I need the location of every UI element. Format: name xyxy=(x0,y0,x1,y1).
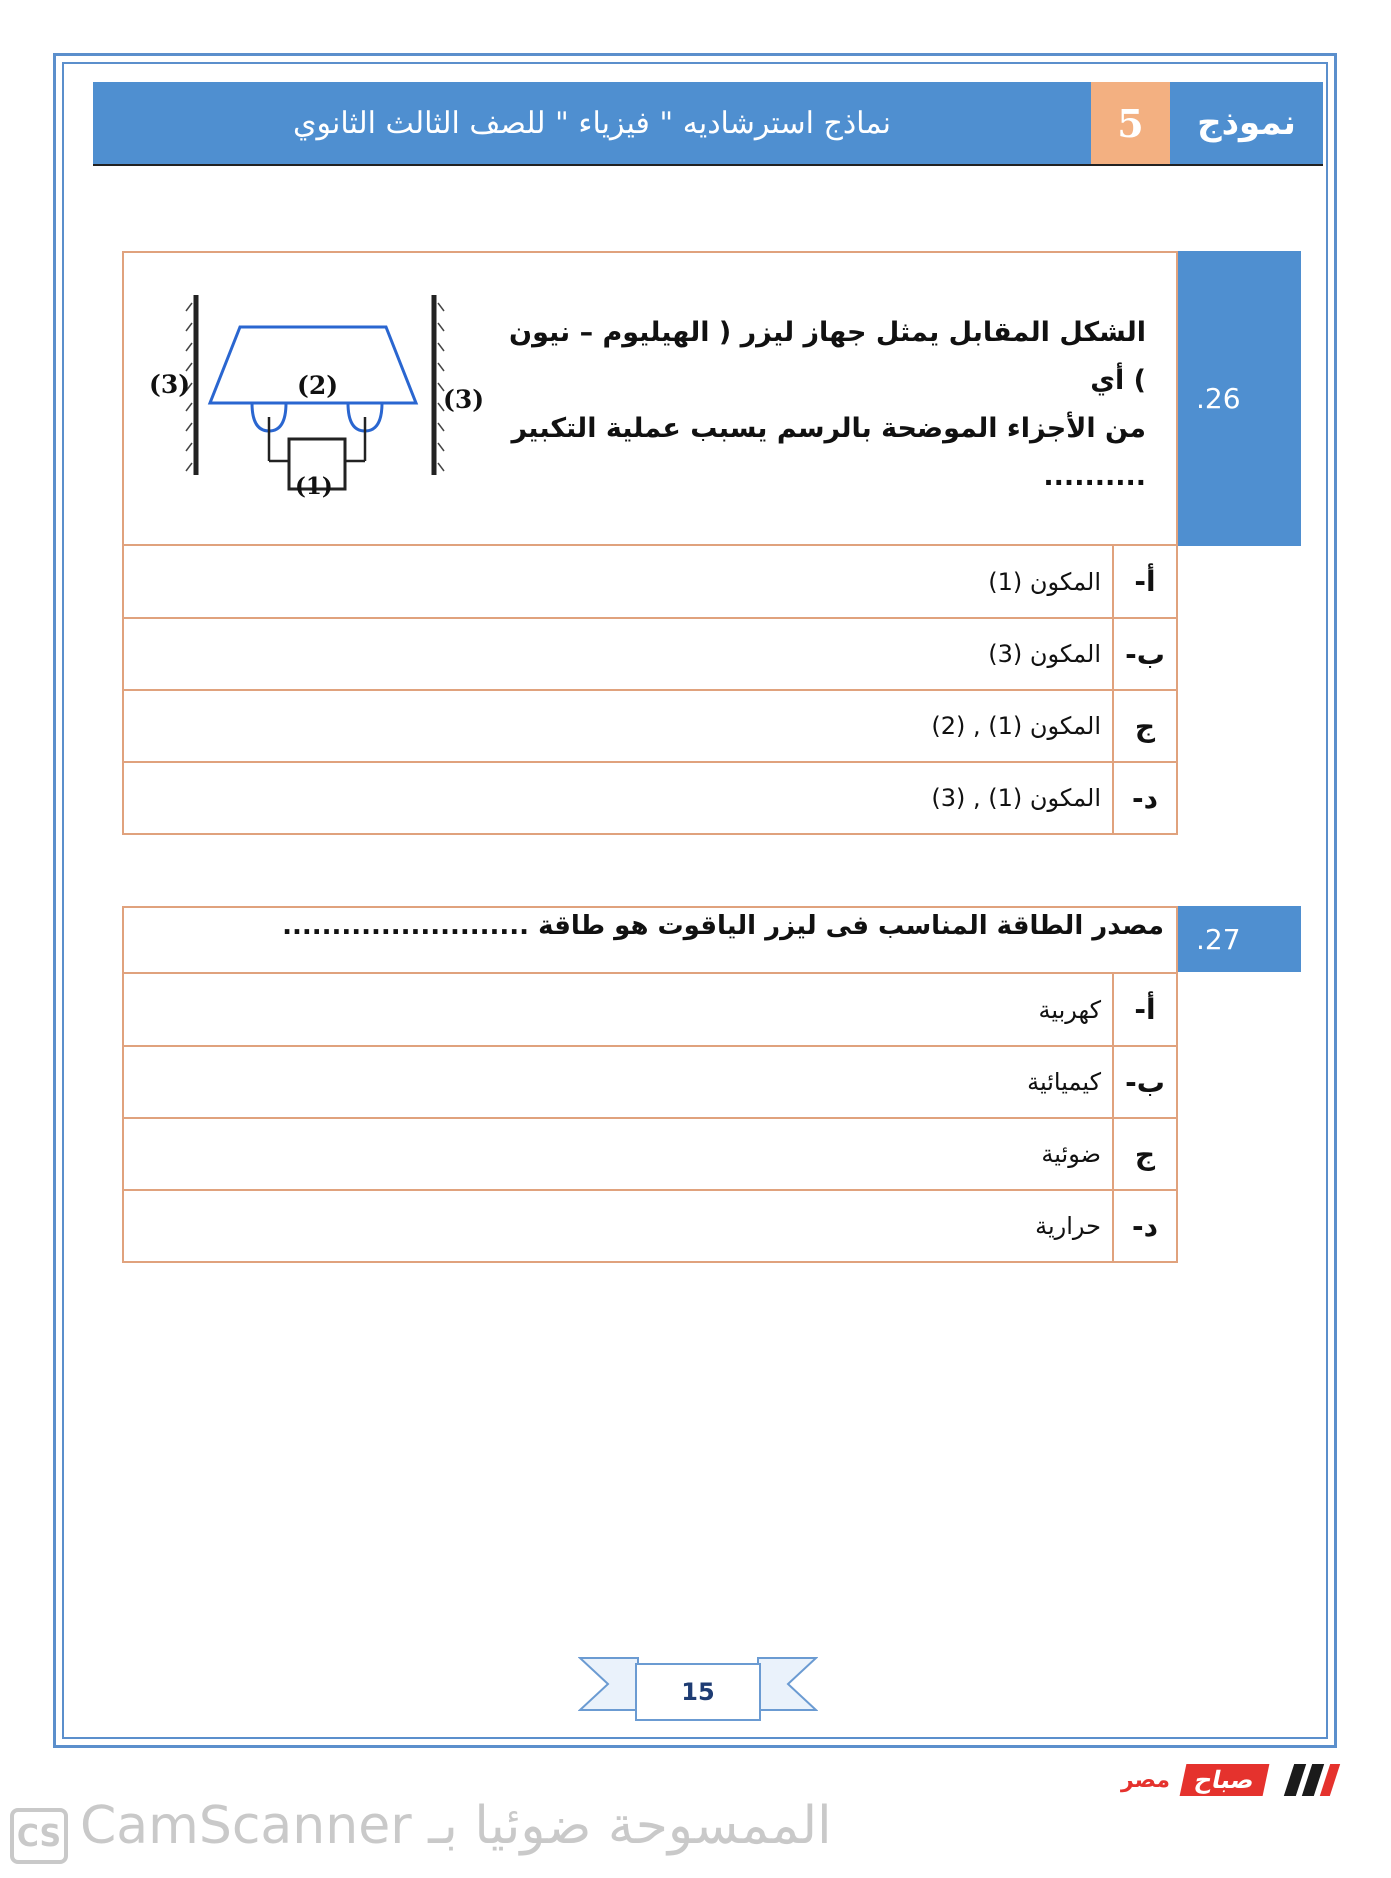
model-label: نموذج xyxy=(1170,82,1323,164)
camscanner-logo: CS xyxy=(10,1808,68,1864)
option-text: المكون (1) , (2) xyxy=(931,712,1101,740)
option-letter: د- xyxy=(1112,1191,1176,1261)
option-letter: أ- xyxy=(1112,974,1176,1045)
option-letter: أ- xyxy=(1112,546,1176,617)
q26-option-a[interactable] xyxy=(122,546,1178,619)
option-letter: ج xyxy=(1112,1119,1176,1189)
camscanner-text: الممسوحة ضوئيا بـ CamScanner xyxy=(80,1796,832,1856)
option-letter: ب- xyxy=(1112,1047,1176,1117)
q26-option-d[interactable] xyxy=(122,763,1178,835)
diagram-label-left: (3) xyxy=(149,370,191,399)
option-text: المكون (1) , (3) xyxy=(931,784,1101,812)
q27-number: .27 xyxy=(1178,906,1301,972)
q27-option-a[interactable] xyxy=(122,974,1178,1047)
diagram-label-tube: (2) xyxy=(297,371,339,400)
option-text: ضوئية xyxy=(1041,1140,1101,1168)
option-text: كهربية xyxy=(1038,995,1101,1024)
q26-option-b[interactable] xyxy=(122,619,1178,691)
diagram-label-box: (1) xyxy=(295,473,333,500)
brand-main: صباح xyxy=(1180,1764,1270,1796)
q27-option-d[interactable] xyxy=(122,1191,1178,1263)
option-text: حرارية xyxy=(1035,1212,1101,1240)
option-text: كيميائية xyxy=(1027,1068,1101,1096)
brand-sub: مصر xyxy=(1121,1767,1170,1793)
page-number: 15 xyxy=(681,1678,715,1706)
option-text: المكون (1) xyxy=(988,567,1101,596)
q26-option-c[interactable] xyxy=(122,691,1178,763)
q27-option-c[interactable] xyxy=(122,1119,1178,1191)
option-letter: ب- xyxy=(1112,619,1176,689)
q27-option-b[interactable] xyxy=(122,1047,1178,1119)
q26-question-box xyxy=(122,251,1178,546)
option-letter: ج xyxy=(1112,691,1176,761)
header-divider xyxy=(93,164,1323,166)
model-number: 5 xyxy=(1091,82,1170,164)
brand-logo xyxy=(1121,1762,1337,1798)
q26-text-line1: الشكل المقابل يمثل جهاز ليزر ( الهيليوم – نيون ) أي xyxy=(509,317,1146,396)
q27-question-box xyxy=(122,906,1178,974)
q27-text: مصدر الطاقة المناسب فى ليزر الياقوت هو طاقة ......................... xyxy=(282,911,1164,941)
header-title: نماذج استرشاديه " فيزياء " للصف الثالث الثانوي xyxy=(93,82,1091,164)
option-text: المكون (3) xyxy=(988,640,1101,668)
diagram-label-right: (3) xyxy=(443,385,485,414)
option-letter: د- xyxy=(1112,763,1176,833)
q26-number: .26 xyxy=(1178,251,1301,546)
q26-text-line2: من الأجزاء الموضحة بالرسم يسبب عملية التكبير .......... xyxy=(511,413,1146,492)
brand-stripe xyxy=(1320,1764,1340,1796)
